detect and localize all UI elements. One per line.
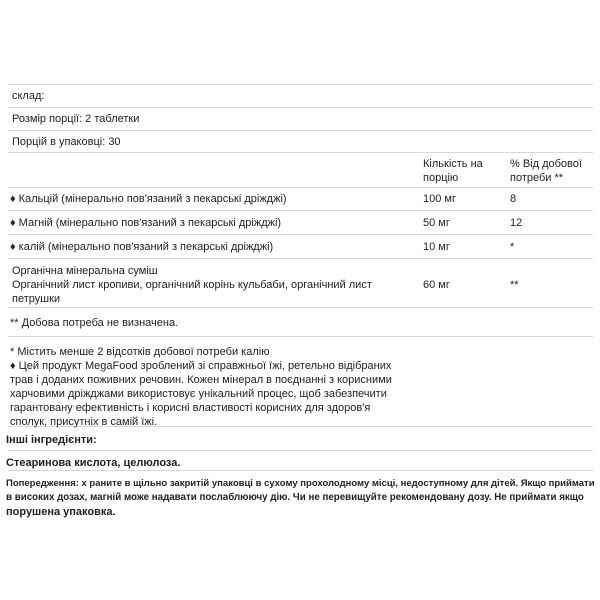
footnote-line: * Містить менше 2 відсотків добової потреби калію xyxy=(10,346,270,358)
divider xyxy=(8,210,593,211)
column-header-amount-line: Кількість на xyxy=(423,158,483,170)
divider xyxy=(8,152,593,153)
nutrient-dv: * xyxy=(510,241,515,253)
divider xyxy=(8,187,593,188)
divider xyxy=(8,130,593,131)
nutrient-amount: 50 мг xyxy=(423,217,450,229)
column-header-daily-value xyxy=(510,157,582,185)
other-ingredients-text: Стеаринова кислота, целюлоза. xyxy=(6,457,181,469)
column-header-dv-line: потреби ** xyxy=(510,172,564,184)
footnote-line: харчовими дріжджами використовує унікальний процес, щоб забезпечити xyxy=(10,388,387,400)
blend-ingredients: Органічний лист кропиви, органічний корінь кульбаби, органічний лист xyxy=(12,279,372,291)
nutrient-amount: 100 мг xyxy=(423,193,456,205)
divider xyxy=(8,234,593,235)
daily-value-note: ** Добова потреба не визначена. xyxy=(10,317,179,329)
warning-line: в високих дозах, магній може надавати послаблюючу дію. Чи не перевищуйте рекомендовану дозу. Не приймати якщо xyxy=(6,492,584,503)
warning-line: порушена упаковка. xyxy=(6,506,116,518)
composition-label: склад: xyxy=(12,90,45,102)
footnote-line: сполук, присутніх в самій їжі. xyxy=(10,416,158,428)
divider xyxy=(8,307,593,308)
blend-ingredients: петрушки xyxy=(12,293,61,305)
nutrient-name: ♦ Магній (мінерально пов'язаний з пекарські дріжджі) xyxy=(10,217,282,229)
nutrient-amount: 10 мг xyxy=(423,241,450,253)
warning-line: Попередження: х раните в щільно закритій упаковці в сухому прохолодному місці, недоступному для дітей. Якщо приймати xyxy=(6,478,595,489)
divider xyxy=(8,258,593,259)
blend-amount: 60 мг xyxy=(423,279,450,291)
serving-size: Розмір порції: 2 таблетки xyxy=(12,113,140,125)
divider xyxy=(8,470,593,471)
servings-per-container: Порцій в упаковці: 30 xyxy=(12,136,121,148)
divider xyxy=(8,107,593,108)
nutrient-name: ♦ Кальцій (мінерально пов'язаний з пекарські дріжджі) xyxy=(10,193,287,205)
footnote-line: гарантовану ефективність і корисні властивості корисних для здоров'я xyxy=(10,402,371,414)
divider xyxy=(8,450,593,451)
divider xyxy=(8,336,593,337)
nutrient-dv: 12 xyxy=(510,217,523,229)
footnote-line: ♦ Цей продукт MegaFood зроблений зі справжньої їжі, ретельно відібраних xyxy=(10,360,392,372)
blend-dv: ** xyxy=(510,279,519,291)
column-header-dv-line: % Від добової xyxy=(510,158,582,170)
nutrient-name: ♦ калій (мінерально пов'язаний з пекарські дріжджі) xyxy=(10,241,274,253)
divider xyxy=(8,84,593,85)
other-ingredients-title: Інші інгредієнти: xyxy=(6,434,97,446)
footnotes xyxy=(10,345,430,429)
column-header-amount-line: порцію xyxy=(423,172,459,184)
nutrient-dv: 8 xyxy=(510,193,517,205)
column-header-amount xyxy=(423,157,483,185)
footnote-line: трав і доданих поживних речовин. Кожен мінерал в поєднанні з корисними xyxy=(10,374,392,386)
blend-title: Органічна мінеральна суміш xyxy=(12,265,158,277)
warning-text xyxy=(6,477,596,519)
